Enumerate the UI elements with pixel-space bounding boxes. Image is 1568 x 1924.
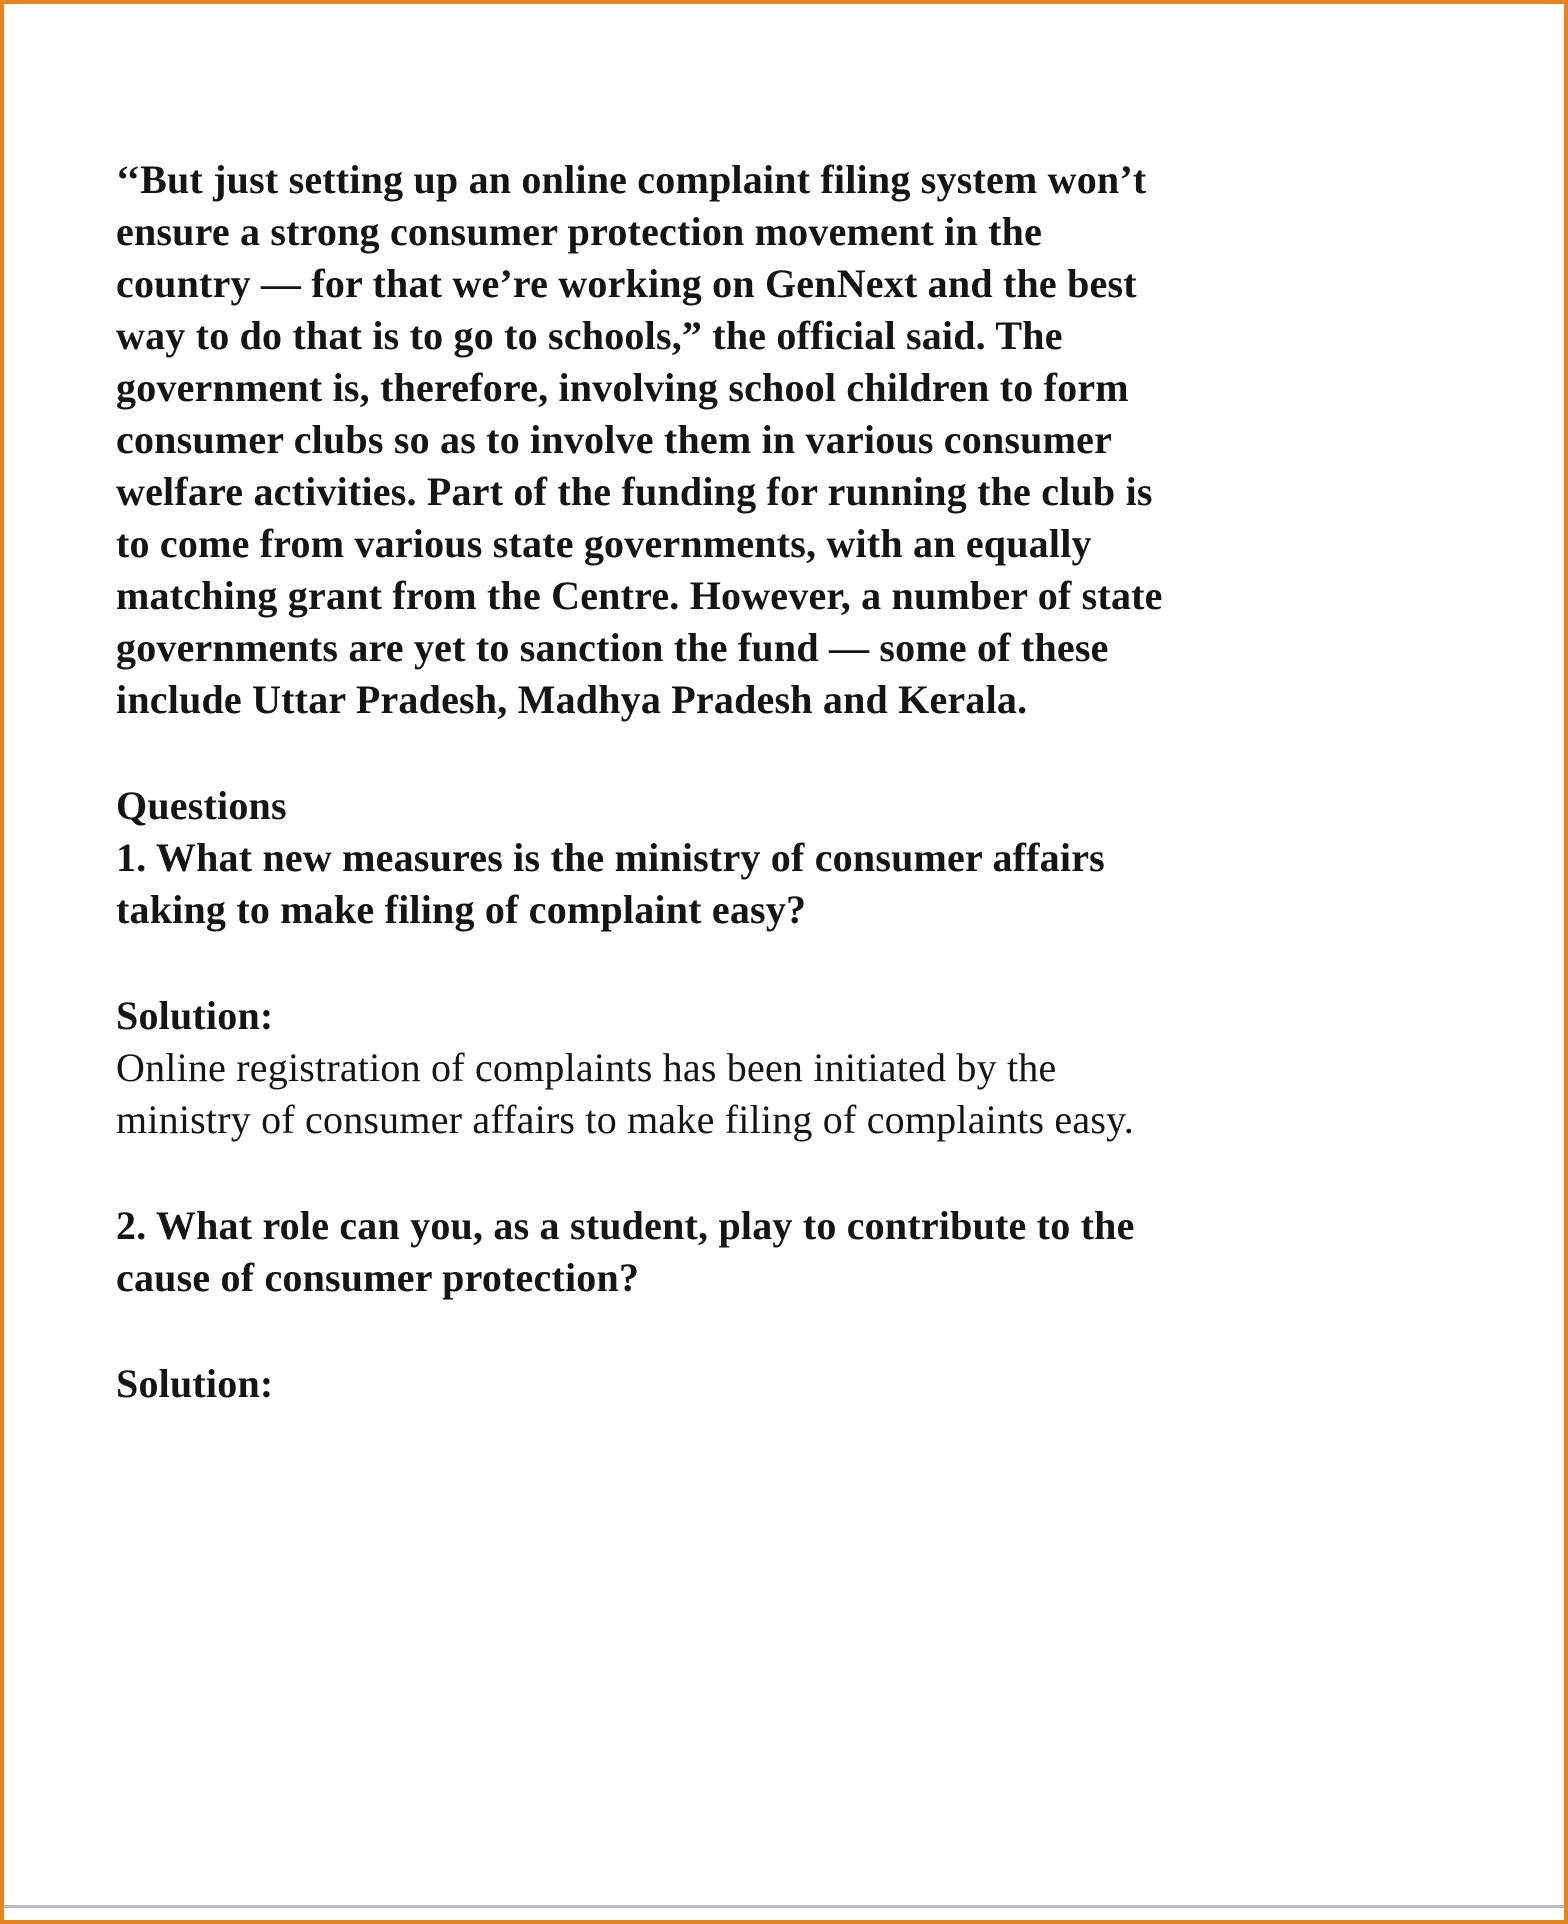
document-content: [4, 4, 1564, 1410]
question-1: 1. What new measures is the ministry of consumer affairs taking to make filing of complaint easy?: [116, 835, 1105, 932]
question-2: 2. What role can you, as a student, play to contribute to the cause of consumer protection?: [116, 1203, 1135, 1300]
solution-1-heading: Solution:: [116, 993, 274, 1038]
passage-paragraph: ‘‘But just setting up an online complaint filing system won’t ensure a strong consumer protection movement in the country — for that we’re working on GenNext and the best way to do that is to go to schools,” the official said. The government is, therefore, involving school children to form consumer clubs so as to involve them in various consumer welfare activities. Part of the funding for running the club is to come from various state governments, with an equally matching grant from the Centre. However, a number of state governments are yet to sanction the fund — some of these include Uttar Pradesh, Madhya Pradesh and Kerala.: [116, 157, 1163, 722]
solution-1-block: [116, 990, 1564, 1146]
solution-2-heading: Solution:: [116, 1361, 274, 1406]
solution-1-text: Online registration of complaints has been initiated by the ministry of consumer affairs to make filing of complaints easy.: [116, 1045, 1134, 1142]
bottom-divider: [4, 1905, 1564, 1908]
questions-block: [116, 780, 1564, 936]
questions-heading: Questions: [116, 783, 287, 828]
